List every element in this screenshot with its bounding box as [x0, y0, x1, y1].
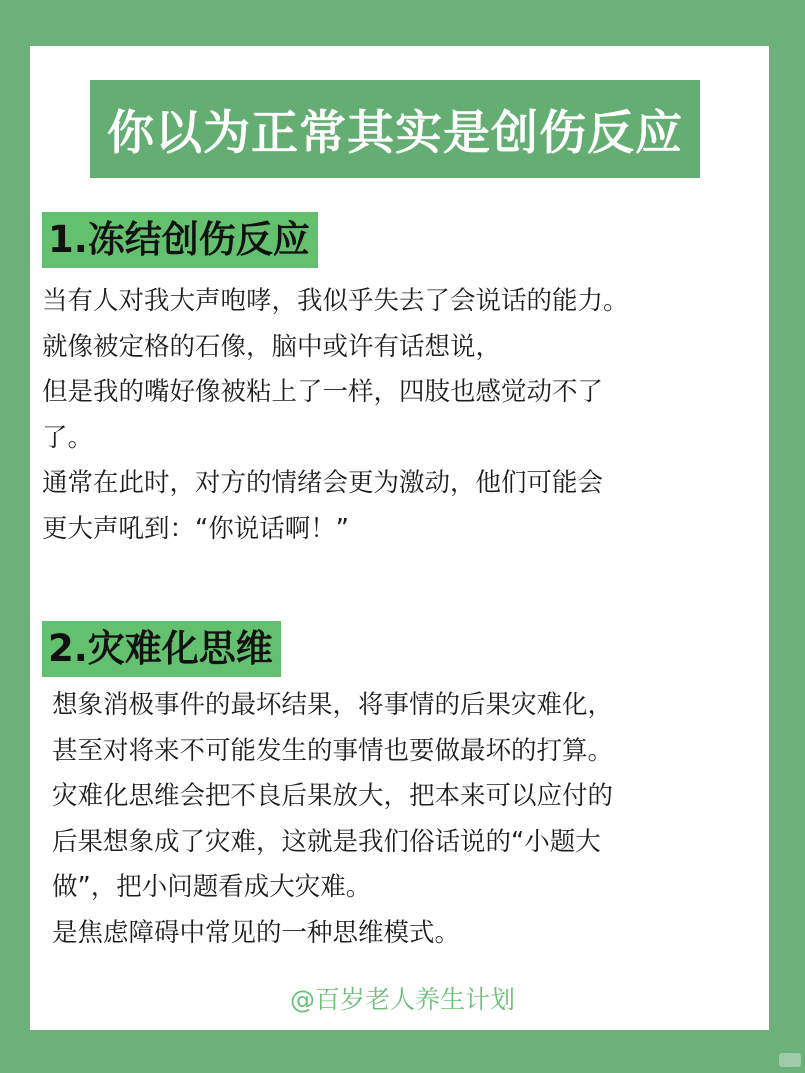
author-watermark: @百岁老人养生计划: [289, 985, 515, 1014]
paragraph-line: 通常在此时，对方的情绪会更为激动，他们可能会: [42, 468, 604, 498]
paragraph-line: 甚至对将来不可能发生的事情也要做最坏的打算。: [52, 735, 614, 766]
section-body-catastrophizing: [52, 683, 613, 956]
section-heading-catastrophizing: 2.灾难化思维: [42, 621, 281, 677]
paragraph-line: 但是我的嘴好像被粘上了一样，四肢也感觉动不了: [42, 377, 604, 407]
corner-badge: [779, 1053, 801, 1067]
paragraph-line: 想象消极事件的最坏结果，将事情的后果灾难化，: [52, 690, 614, 720]
paragraph-line: 当有人对我大声咆哮，我似乎失去了会说话的能力。: [42, 286, 629, 316]
paragraph-line: 是焦虑障碍中常见的一种思维模式。: [52, 917, 461, 948]
section-heading-freeze-response: 1.冻结创伤反应: [42, 212, 318, 268]
paragraph-line: 后果想象成了灾难，这就是我们俗话说的“小题大: [52, 826, 601, 857]
paragraph-line: 更大声吼到：“你说话啊！”: [42, 513, 349, 544]
paragraph-line: 就像被定格的石像，脑中或许有话想说，: [42, 331, 502, 362]
title-banner: [90, 80, 700, 178]
paragraph-line: 了。: [42, 422, 94, 453]
section-body-freeze-response: [42, 279, 629, 552]
paragraph-line: 灾难化思维会把不良后果放大，把本来可以应付的: [52, 781, 614, 811]
page-title: 你以为正常其实是创伤反应: [107, 105, 683, 161]
paragraph-line: 做”，把小问题看成大灾难。: [52, 872, 372, 902]
